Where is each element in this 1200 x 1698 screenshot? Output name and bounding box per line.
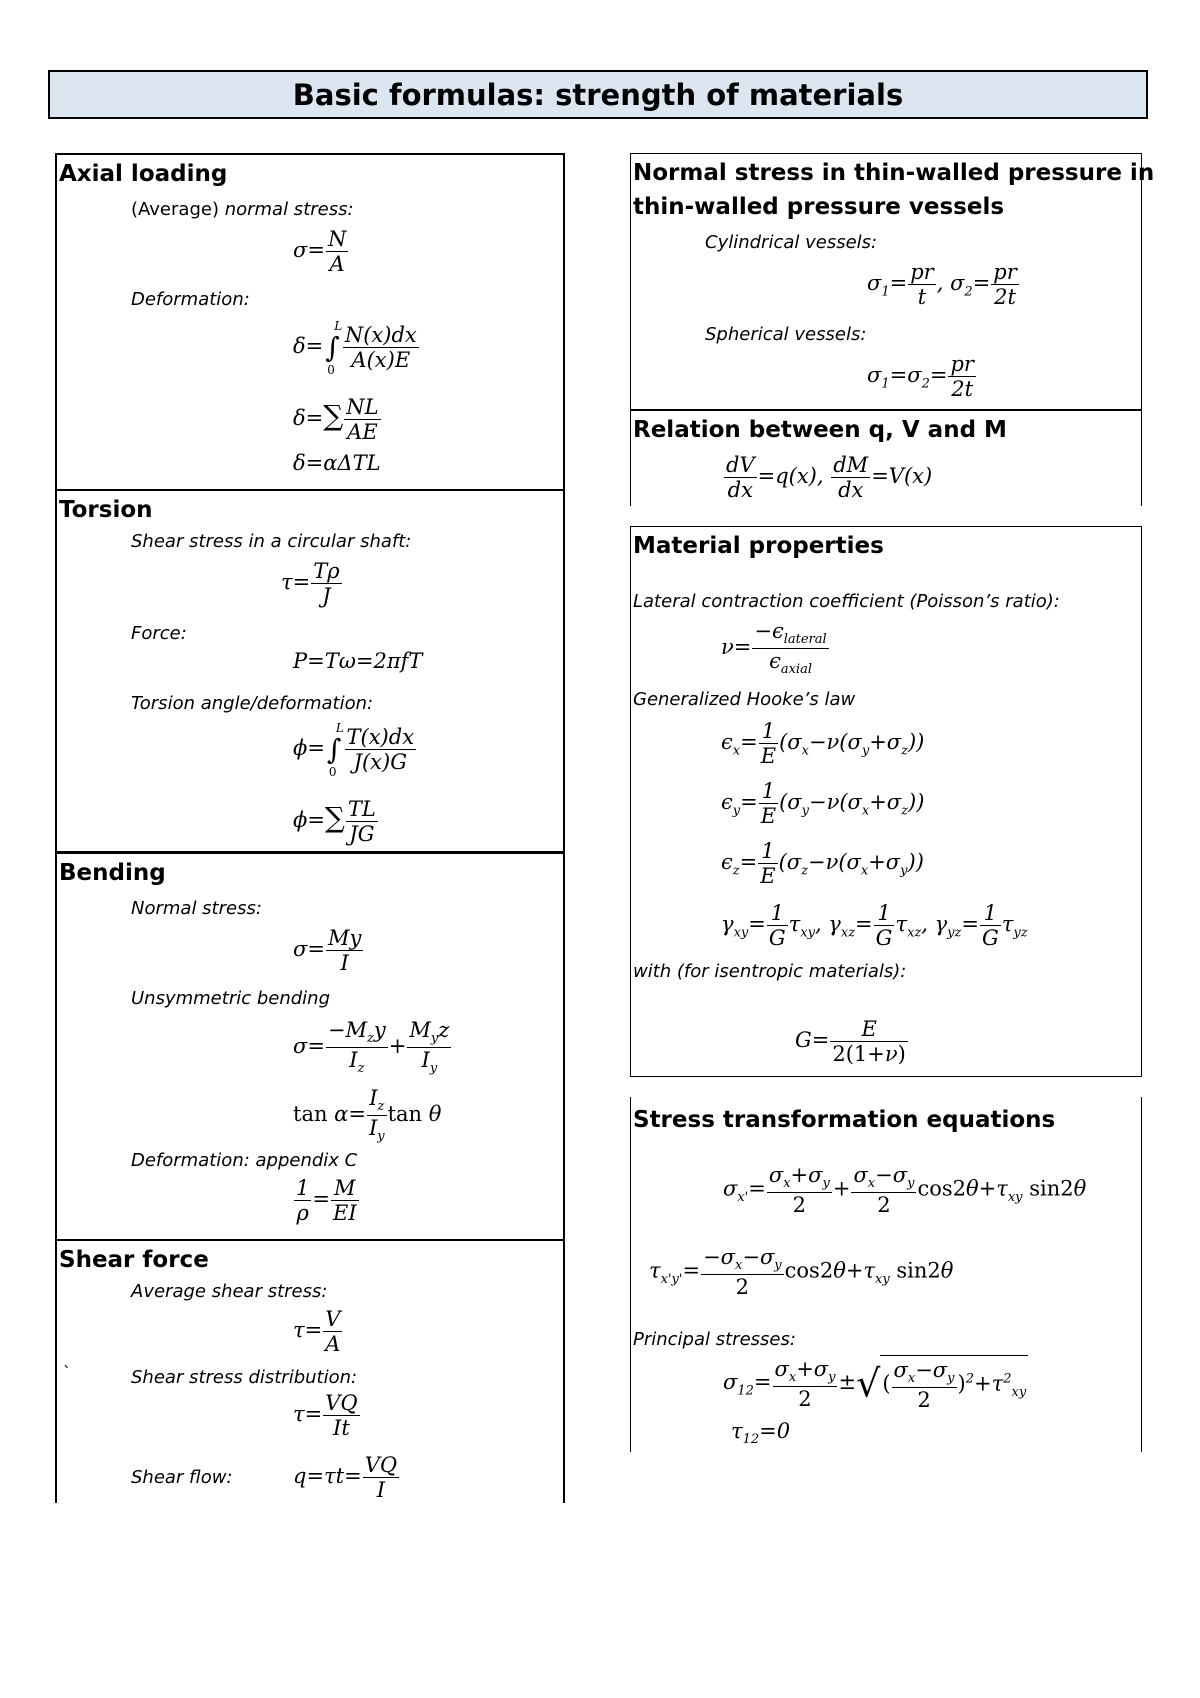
formula-curvature: $\frac{1}{\rho}$ = $\frac{M}{EI}$ (296, 1176, 357, 1226)
axial-heading: Axial loading (59, 161, 228, 187)
shear-heading: Shear force (59, 1247, 209, 1273)
deformation-label: Deformation: (131, 289, 250, 310)
hooke-label: Generalized Hooke’s law (633, 689, 856, 710)
principal-label: Principal stresses: (633, 1329, 796, 1350)
torsion-shear-label: Shear stress in a circular shaft: (131, 531, 412, 552)
formula-shear-transformation: $\tau_{x'y'}=$ $\frac{-\sigma_x-\sigma_y}{2}$ $\cos 2\theta+\tau_{xy}$ sin2θ (649, 1245, 954, 1300)
cylindrical-label: Cylindrical vessels: (705, 232, 878, 253)
formula-hooke-x: $\epsilon_x=$ $\frac{1}{E}$ $(\sigma_x-\nu(\sigma_y+\sigma_z))$ (721, 719, 925, 769)
page-title: Basic formulas: strength of materials (48, 70, 1148, 119)
torsion-force-label: Force: (131, 623, 187, 644)
formula-avg-shear: τ= $\frac{V}{A}$ (293, 1307, 341, 1357)
formula-shear-strains: $\gamma_{xy}=$ $\frac{1}{G}$ $\tau_{xy}$, $\gamma_{xz}=$ $\frac{1}{G}$ $\tau_{xz}$, $\gamma_{yz}=$ $\frac{1}{G}$ $\tau_{yz}$ (721, 901, 1028, 951)
formula-torsion-shear: τ= $\frac{T\rho}{J}$ (281, 559, 340, 609)
pressure-heading-line1: Normal stress in thin-walled pressure in (633, 160, 1155, 186)
shear-dist-label: Shear stress distribution: (131, 1367, 358, 1388)
formula-principal-stresses: $\sigma_{12}=$ $\frac{\sigma_x+\sigma_y}{2}$ ±√( $\frac{\sigma_x-\sigma_y}{2}$ )$^2+\tau^2_{xy}$ (723, 1356, 1027, 1413)
formula-load-shear-moment: $\frac{dV}{dx}$ =q(x), $\frac{dM}{dx}$ =V(x) (726, 453, 933, 503)
section-bending (55, 851, 565, 1239)
formula-neutral-axis-angle: tan α= $\frac{I_z}{I_y}$ tan θ (293, 1086, 442, 1145)
section-pressure-vessels (630, 153, 1155, 410)
section-axial-loading (55, 153, 565, 489)
material-heading: Material properties (633, 533, 884, 559)
formula-hooke-z: $\epsilon_z=$ $\frac{1}{E}$ $(\sigma_z-\nu(\sigma_x+\sigma_y))$ (721, 839, 924, 889)
transform-heading: Stress transformation equations (633, 1107, 1056, 1133)
formula-poisson-ratio: ν= $\frac{-\epsilon_{lateral}}{\epsilon_{axial}}$ (721, 619, 827, 678)
avg-normal-label: (Average) normal stress: (131, 199, 354, 220)
avg-shear-label: Average shear stress: (131, 1281, 328, 1302)
formula-bending-stress: σ= $\frac{My}{I}$ (293, 926, 362, 976)
formula-principal-shear: $\tau_{12}=0$ (731, 1419, 791, 1448)
poisson-label: Lateral contraction coefficient (Poisson’s ratio): (633, 591, 1060, 612)
section-relation-qvm (630, 410, 1142, 506)
formula-normal-stress: σ= $\frac{N}{A}$ (293, 227, 347, 277)
isentropic-label: with (for isentropic materials): (633, 961, 907, 982)
formula-deformation-integral: δ=∫ L 0 $\frac{N(x)dx}{A(x)E}$ (293, 318, 417, 377)
formula-torsion-power: P=Tω=2πfT (293, 649, 423, 673)
stray-backtick: ` (63, 1363, 71, 1382)
formula-thermal-deformation: δ=αΔTL (293, 451, 381, 475)
formula-shear-distribution: τ= $\frac{VQ}{It}$ (293, 1391, 358, 1441)
relation-heading: Relation between q, V and M (633, 417, 1007, 443)
section-torsion (55, 489, 565, 851)
section-stress-transformation (630, 1097, 1142, 1452)
section-shear-force (55, 1239, 565, 1503)
torsion-angle-label: Torsion angle/deformation: (131, 693, 374, 714)
bending-deform-label: Deformation: appendix C (131, 1150, 358, 1171)
spherical-label: Spherical vessels: (705, 324, 867, 345)
pressure-heading-line2: thin-walled pressure vessels (633, 194, 1005, 220)
bending-heading: Bending (59, 860, 166, 886)
formula-hooke-y: $\epsilon_y=$ $\frac{1}{E}$ $(\sigma_y-\nu(\sigma_x+\sigma_z))$ (721, 779, 925, 829)
shear-flow-label: Shear flow: (131, 1467, 233, 1488)
formula-shear-modulus: G= $\frac{E}{2(1+\nu)}$ (795, 1017, 906, 1067)
unsymmetric-label: Unsymmetric bending (131, 988, 331, 1009)
formula-torsion-angle-integral: ϕ=∫ L 0 $\frac{T(x)dx}{J(x)G}$ (293, 720, 415, 779)
formula-spherical-stress: $\sigma_1=\sigma_2=$ $\frac{pr}{2t}$ (867, 352, 974, 402)
formula-torsion-angle-sum: ϕ=∑ $\frac{TL}{JG}$ (293, 797, 376, 847)
formula-shear-flow: q=τt= $\frac{VQ}{I}$ (293, 1453, 398, 1503)
formula-unsymmetric-bending: σ= $\frac{-M_zy}{I_z}$ + $\frac{M_yz}{I_y}$ (293, 1018, 450, 1077)
formula-deformation-sum: δ=∑ $\frac{NL}{AE}$ (293, 395, 379, 445)
torsion-heading: Torsion (59, 497, 153, 523)
formula-normal-transformation: $\sigma_{x'}=$ $\frac{\sigma_x+\sigma_y}{2}$ + $\frac{\sigma_x-\sigma_y}{2}$ $\cos 2\theta+\tau_{xy}$ sin2θ (723, 1163, 1087, 1218)
bending-normal-label: Normal stress: (131, 898, 262, 919)
section-material-properties (630, 526, 1142, 1077)
formula-cylindrical-stress: $\sigma_1=$ $\frac{pr}{t}$ , $\sigma_2=$ $\frac{pr}{2t}$ (867, 260, 1017, 310)
